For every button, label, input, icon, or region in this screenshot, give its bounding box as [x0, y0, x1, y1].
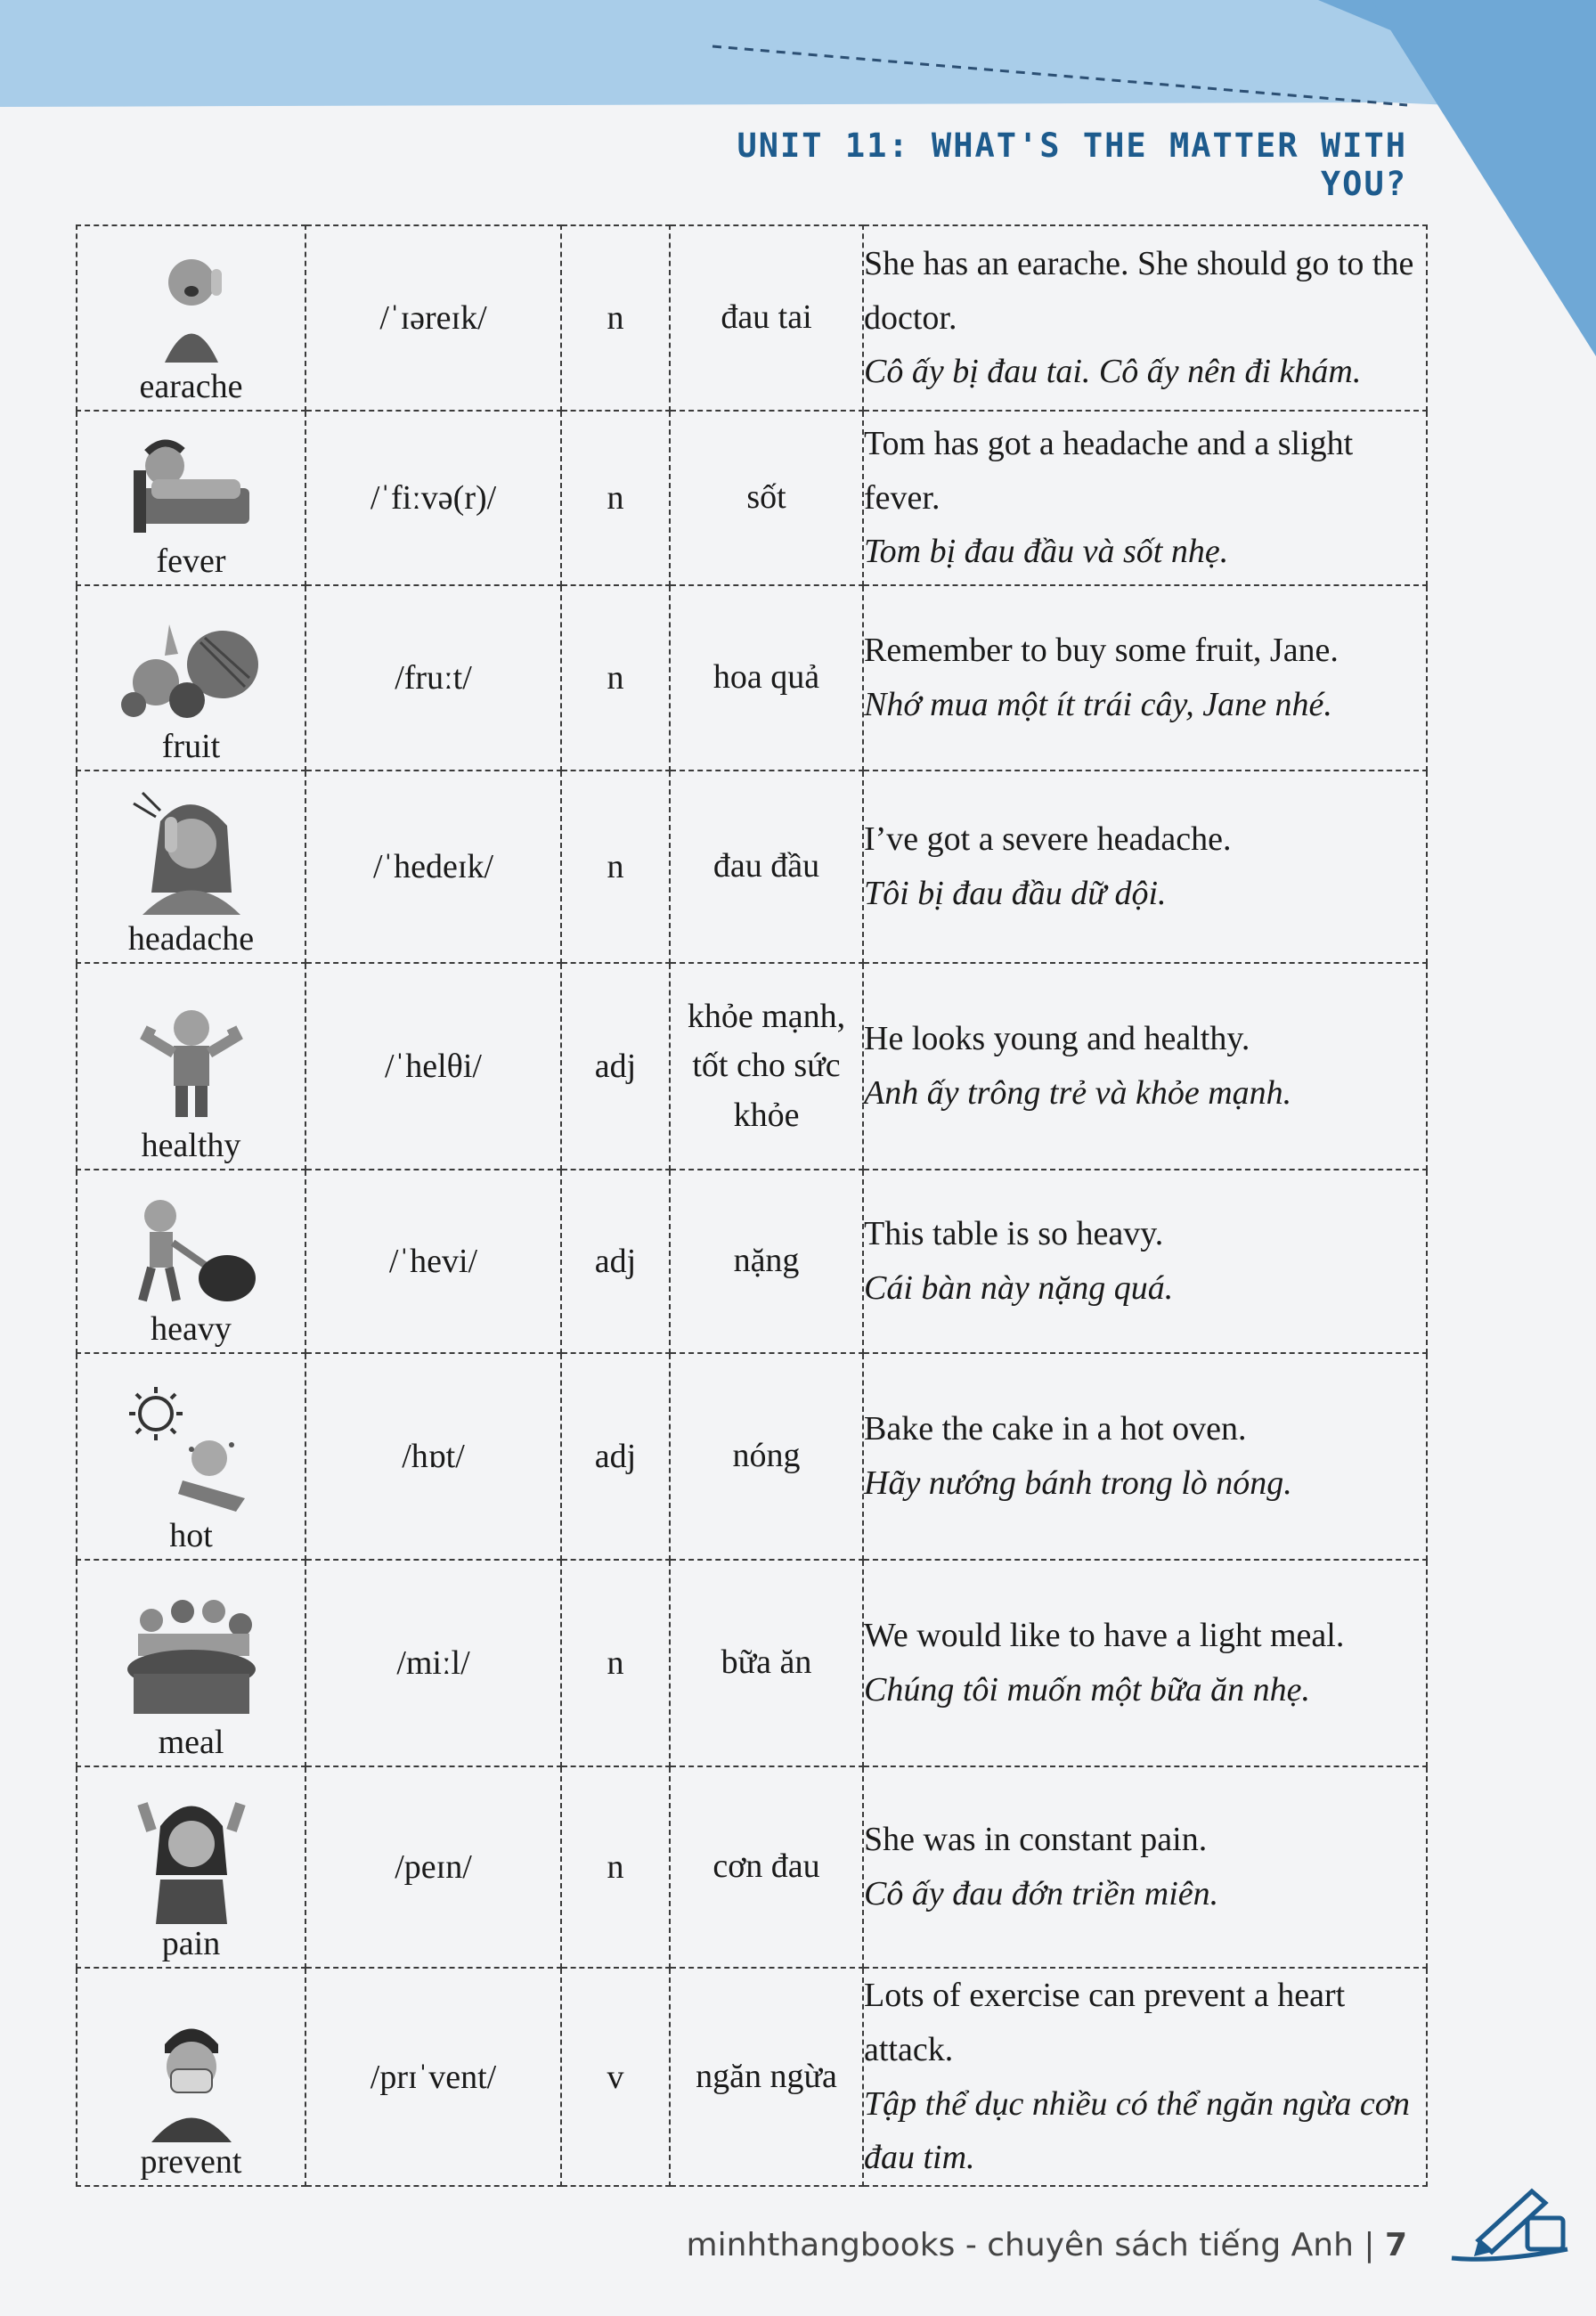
- ipa-cell: /ˈhedeɪk/: [305, 771, 561, 963]
- fruit-basket-icon: [116, 611, 267, 727]
- table-row: [77, 1968, 1427, 2186]
- meaning-cell: hoa quả: [670, 585, 863, 771]
- sick-boy-in-bed-icon: [125, 426, 258, 542]
- table-row: [77, 963, 1427, 1170]
- ipa-cell: /hɒt/: [305, 1353, 561, 1560]
- ipa-cell: /ˈhevi/: [305, 1170, 561, 1353]
- example-english: Remember to buy some fruit, Jane.: [864, 632, 1339, 670]
- picture-cell: [77, 771, 305, 963]
- vocab-word: fruit: [161, 728, 221, 765]
- vocab-word: fever: [156, 542, 226, 580]
- table-row: [77, 225, 1427, 411]
- example-vietnamese: Cái bàn này nặng quá.: [864, 1269, 1174, 1307]
- example-cell: [863, 1170, 1427, 1353]
- ipa-cell: /fruːt/: [305, 585, 561, 771]
- example-vietnamese: Chúng tôi muốn một bữa ăn nhẹ.: [864, 1671, 1310, 1708]
- vocab-word: heavy: [151, 1310, 232, 1348]
- vocabulary-table: [76, 224, 1428, 2187]
- meaning-cell: nóng: [670, 1353, 863, 1560]
- vocab-word: earache: [139, 368, 243, 405]
- boy-holding-ear-icon: [129, 242, 254, 367]
- picture-cell: [77, 1170, 305, 1353]
- example-cell: [863, 1560, 1427, 1766]
- page-footer: [534, 2227, 1407, 2263]
- example-cell: [863, 411, 1427, 585]
- example-vietnamese: Tom bị đau đầu và sốt nhẹ.: [864, 533, 1229, 571]
- example-cell: [863, 1353, 1427, 1560]
- example-cell: [863, 225, 1427, 411]
- picture-cell: [77, 963, 305, 1170]
- ipa-cell: /peɪn/: [305, 1766, 561, 1968]
- pen-writing-icon: [1443, 2178, 1576, 2276]
- meaning-cell: đau tai: [670, 225, 863, 411]
- vocab-word: healthy: [141, 1127, 241, 1164]
- example-english: She has an earache. She should go to the doctor.: [864, 244, 1414, 337]
- table-row: [77, 1560, 1427, 1766]
- example-cell: [863, 771, 1427, 963]
- ipa-cell: /prɪˈvent/: [305, 1968, 561, 2186]
- vocab-word: headache: [127, 920, 255, 958]
- vocab-word: meal: [158, 1724, 224, 1761]
- example-english: Lots of exercise can prevent a heart attack.: [864, 1977, 1346, 2068]
- meaning-cell: bữa ăn: [670, 1560, 863, 1766]
- sun-and-sweating-boy-icon: [120, 1382, 263, 1516]
- example-cell: [863, 1968, 1427, 2186]
- example-vietnamese: Tôi bị đau đầu dữ dội.: [864, 875, 1167, 912]
- example-vietnamese: Anh ấy trông trẻ và khỏe mạnh.: [864, 1074, 1292, 1112]
- part-of-speech-cell: n: [561, 1560, 670, 1766]
- example-cell: [863, 1766, 1427, 1968]
- vocab-word: prevent: [140, 2143, 242, 2181]
- part-of-speech-cell: n: [561, 1766, 670, 1968]
- strong-boy-icon: [134, 1001, 249, 1126]
- example-cell: [863, 585, 1427, 771]
- example-vietnamese: Hãy nướng bánh trong lò nóng.: [864, 1464, 1292, 1502]
- example-english: We would like to have a light meal.: [864, 1617, 1345, 1655]
- part-of-speech-cell: adj: [561, 963, 670, 1170]
- example-vietnamese: Cô ấy đau đớn triền miên.: [864, 1875, 1219, 1912]
- vocab-word: pain: [161, 1925, 221, 1962]
- example-vietnamese: Tập thể dục nhiều có thể ngăn ngừa cơn đau tim.: [864, 2084, 1411, 2177]
- part-of-speech-cell: n: [561, 411, 670, 585]
- ipa-cell: /ˈɪəreɪk/: [305, 225, 561, 411]
- header-decoration: [0, 0, 1596, 116]
- meaning-cell: nặng: [670, 1170, 863, 1353]
- picture-cell: [77, 1766, 305, 1968]
- man-wearing-mask-icon: [125, 2009, 258, 2142]
- picture-cell: [77, 585, 305, 771]
- example-english: He looks young and healthy.: [864, 1020, 1250, 1058]
- ipa-cell: /miːl/: [305, 1560, 561, 1766]
- part-of-speech-cell: n: [561, 771, 670, 963]
- part-of-speech-cell: adj: [561, 1170, 670, 1353]
- woman-in-pain-icon: [125, 1790, 258, 1924]
- footer-separator: |: [1364, 2227, 1385, 2263]
- picture-cell: [77, 1560, 305, 1766]
- example-english: I’ve got a severe headache.: [864, 820, 1232, 859]
- part-of-speech-cell: n: [561, 585, 670, 771]
- example-english: She was in constant pain.: [864, 1821, 1208, 1859]
- meaning-cell: đau đầu: [670, 771, 863, 963]
- table-row: [77, 1170, 1427, 1353]
- example-english: Tom has got a headache and a slight fever.: [864, 424, 1354, 517]
- family-dinner-table-icon: [116, 1589, 267, 1723]
- meaning-cell: sốt: [670, 411, 863, 585]
- meaning-cell: khỏe mạnh, tốt cho sức khỏe: [670, 963, 863, 1170]
- ipa-cell: /ˈfiːvə(r)/: [305, 411, 561, 585]
- example-cell: [863, 963, 1427, 1170]
- part-of-speech-cell: n: [561, 225, 670, 411]
- unit-title: UNIT 11: WHAT'S THE MATTER WITH YOU?: [737, 126, 1407, 203]
- table-row: [77, 585, 1427, 771]
- picture-cell: [77, 1968, 305, 2186]
- woman-holding-head-icon: [125, 786, 258, 919]
- part-of-speech-cell: adj: [561, 1353, 670, 1560]
- example-vietnamese: Nhớ mua một ít trái cây, Jane nhé.: [864, 686, 1332, 723]
- table-row: [77, 411, 1427, 585]
- ipa-cell: /ˈhelθi/: [305, 963, 561, 1170]
- vocab-word: hot: [169, 1517, 213, 1554]
- table-row: [77, 1353, 1427, 1560]
- boy-pulling-sack-icon: [125, 1194, 258, 1309]
- meaning-cell: cơn đau: [670, 1766, 863, 1968]
- table-row: [77, 771, 1427, 963]
- example-english: This table is so heavy.: [864, 1215, 1164, 1253]
- part-of-speech-cell: v: [561, 1968, 670, 2186]
- meaning-cell: ngăn ngừa: [670, 1968, 863, 2186]
- table-row: [77, 1766, 1427, 1968]
- picture-cell: [77, 1353, 305, 1560]
- example-vietnamese: Cô ấy bị đau tai. Cô ấy nên đi khám.: [864, 353, 1362, 391]
- picture-cell: [77, 411, 305, 585]
- example-english: Bake the cake in a hot oven.: [864, 1410, 1247, 1448]
- picture-cell: [77, 225, 305, 411]
- page-number: 7: [1384, 2227, 1407, 2263]
- publisher-text: minhthangbooks - chuyên sách tiếng Anh: [686, 2227, 1354, 2263]
